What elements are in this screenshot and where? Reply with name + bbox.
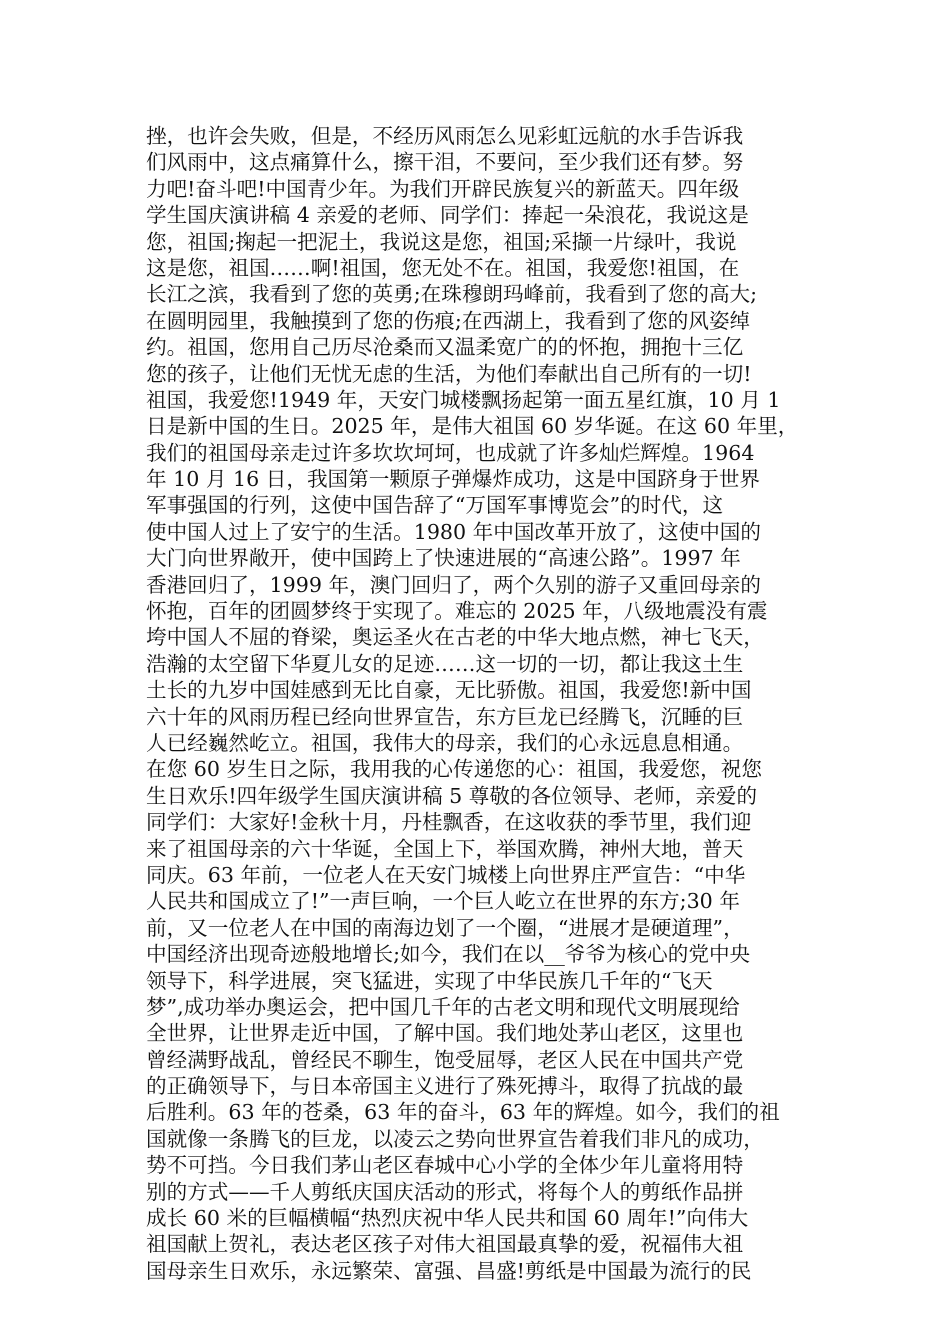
- text-line: 日是新中国的生日。2025 年，是伟大祖国 60 岁华诞。在这 60 年里，: [146, 414, 799, 439]
- text-line: 势不可挡。今日我们茅山老区春城中心小学的全体少年儿童将用特: [146, 1153, 744, 1178]
- body-text: [146, 123, 828, 1284]
- text-line: 您的孩子，让他们无忧无虑的生活，为他们奉献出自己所有的一切!: [146, 361, 752, 386]
- text-line: 人民共和国成立了!”一声巨响，一个巨人屹立在世界的东方;30 年: [146, 889, 740, 914]
- text-line: 大门向世界敞开，使中国跨上了快速进展的“高速公路”。1997 年: [146, 546, 741, 571]
- text-line: 学生国庆演讲稿 4 亲爱的老师、同学们：捧起一朵浪花，我说这是: [146, 203, 749, 228]
- text-line: 祖国，我爱您!1949 年，天安门城楼飘扬起第一面五星红旗，10 月 1: [146, 387, 781, 412]
- text-line: 中国经济出现奇迹般地增长;如今，我们在以__爷爷为核心的党中央: [146, 942, 751, 967]
- text-line: 长江之滨，我看到了您的英勇;在珠穆朗玛峰前，我看到了您的高大;: [146, 282, 758, 307]
- text-line: 垮中国人不屈的脊梁，奥运圣火在古老的中华大地点燃，神七飞天，: [146, 625, 764, 650]
- text-line: 六十年的风雨历程已经向世界宣告，东方巨龙已经腾飞，沉睡的巨: [146, 704, 744, 729]
- text-line: 生日欢乐!四年级学生国庆演讲稿 5 尊敬的各位领导、老师，亲爱的: [146, 783, 758, 808]
- text-line: 们风雨中，这点痛算什么，擦干泪，不要问，至少我们还有梦。努: [146, 150, 744, 175]
- text-line: 挫，也许会失败，但是，不经历风雨怎么见彩虹远航的水手告诉我: [146, 124, 744, 148]
- text-line: 力吧!奋斗吧!中国青少年。为我们开辟民族复兴的新蓝天。四年级: [146, 176, 740, 201]
- text-line: 我们的祖国母亲走过许多坎坎坷坷，也成就了许多灿烂辉煌。1964: [146, 440, 755, 465]
- text-line: 国母亲生日欢乐，永远繁荣、富强、昌盛!剪纸是中国最为流行的民: [146, 1258, 752, 1283]
- text-line: 这是您，祖国……啊!祖国，您无处不在。祖国，我爱您!祖国，在: [146, 255, 740, 280]
- text-line: 在您 60 岁生日之际，我用我的心传递您的心：祖国，我爱您，祝您: [146, 757, 762, 782]
- text-line: 同庆。63 年前，一位老人在天安门城楼上向世界庄严宣告：“中华: [146, 862, 746, 887]
- text-line: 前，又一位老人在中国的南海边划了一个圈，“进展才是硬道理”，: [146, 915, 744, 940]
- text-line: 后胜利。63 年的苍桑，63 年的奋斗，63 年的辉煌。如今，我们的祖: [146, 1100, 780, 1125]
- text-line: 梦”,成功举办奥运会，把中国几千年的古老文明和现代文明展现给: [146, 994, 740, 1019]
- text-line: 别的方式——千人剪纸庆国庆活动的形式，将每个人的剪纸作品拼: [146, 1179, 744, 1204]
- text-line: 来了祖国母亲的六十华诞，全国上下，举国欢腾，神州大地，普天: [146, 836, 744, 861]
- text-line: 约。祖国，您用自己历尽沧桑而又温柔宽广的的怀抱，拥抱十三亿: [146, 335, 744, 360]
- text-line: 年 10 月 16 日，我国第一颗原子弹爆炸成功，这是中国跻身于世界: [146, 467, 761, 492]
- text-line: 香港回归了，1999 年，澳门回归了，两个久别的游子又重回母亲的: [146, 572, 761, 597]
- text-line: 您，祖国;掬起一把泥土，我说这是您，祖国;采撷一片绿叶，我说: [146, 229, 737, 254]
- text-line: 人已经巍然屹立。祖国，我伟大的母亲，我们的心永远息息相通。: [146, 730, 744, 755]
- text-line: 的正确领导下，与日本帝国主义进行了殊死搏斗，取得了抗战的最: [146, 1074, 744, 1099]
- text-line: 土长的九岁中国娃感到无比自豪，无比骄傲。祖国，我爱您!新中国: [146, 678, 752, 703]
- text-line: 军事强国的行列，这使中国告辞了“万国军事博览会”的时代，这: [146, 493, 724, 518]
- text-line: 成长 60 米的巨幅横幅“热烈庆祝中华人民共和国 60 周年!”向伟大: [146, 1206, 749, 1231]
- text-line: 国就像一条腾飞的巨龙，以凌云之势向世界宣告着我们非凡的成功，: [146, 1126, 764, 1151]
- text-line: 同学们：大家好!金秋十月，丹桂飘香，在这收获的季节里，我们迎: [146, 810, 752, 835]
- text-line: 怀抱，百年的团圆梦终于实现了。难忘的 2025 年，八级地震没有震: [146, 599, 768, 624]
- text-line: 使中国人过上了安宁的生活。1980 年中国改革开放了，这使中国的: [146, 519, 761, 544]
- text-line: 领导下，科学进展，突飞猛进，实现了中华民族几千年的“飞天: [146, 968, 713, 993]
- text-line: 祖国献上贺礼，表达老区孩子对伟大祖国最真挚的爱，祝福伟大祖: [146, 1232, 744, 1257]
- text-line: 曾经满野战乱，曾经民不聊生，饱受屈辱，老区人民在中国共产党: [146, 1047, 744, 1072]
- text-line: 浩瀚的太空留下华夏儿女的足迹……这一切的一切，都让我这土生: [146, 651, 744, 676]
- text-line: 在圆明园里，我触摸到了您的伤痕;在西湖上，我看到了您的风姿绰: [146, 308, 751, 333]
- text-line: 全世界，让世界走近中国，了解中国。我们地处茅山老区，这里也: [146, 1021, 744, 1046]
